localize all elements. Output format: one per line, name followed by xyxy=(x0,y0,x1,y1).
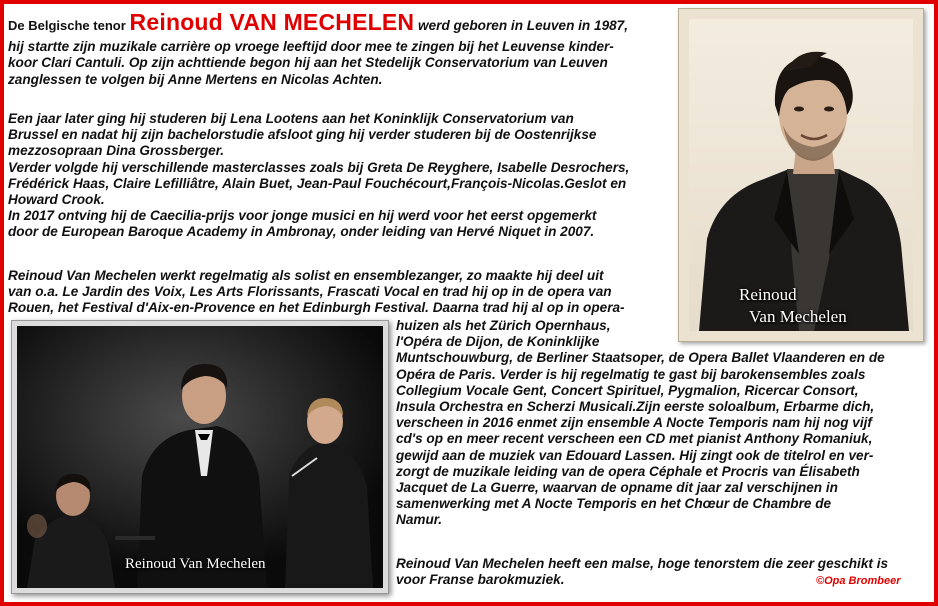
portrait-photo xyxy=(678,8,924,342)
career-line: cd's op en meer recent verscheen een CD met pianist Anthony Romaniuk, xyxy=(396,431,873,447)
studies-line: mezzosopraan Dina Grossberger. xyxy=(8,143,225,159)
stage-photo xyxy=(11,320,389,594)
studies-line: Howard Crook. xyxy=(8,192,105,208)
career-line: huizen als het Zürich Opernhaus, xyxy=(396,318,611,333)
career-line: Opéra de Paris. Verder is hij regelmatig te gast bij barokensembles zoals xyxy=(396,366,866,382)
portrait-caption-line2: Van Mechelen xyxy=(749,307,847,326)
voice-line: voor Franse barokmuziek. xyxy=(396,572,565,588)
stage-photo-caption: Reinoud Van Mechelen xyxy=(125,556,266,572)
studies-line: door de European Baroque Academy in Ambronay, onder leiding van Hervé Niquet in 2007. xyxy=(8,224,595,240)
career-line: l'Opéra de Dijon, de Koninklijke xyxy=(396,334,600,350)
voice-line: Reinoud Van Mechelen heeft een malse, hoge tenorstem die zeer geschikt is xyxy=(396,556,889,571)
career-paragraph-side xyxy=(396,318,932,529)
career-line: van o.a. Le Jardin des Voix, Les Arts Florissants, Frascati Vocal en trad hij op in de opera van xyxy=(8,284,612,300)
studies-line: In 2017 ontving hij de Caecilia-prijs voor jonge musici en hij werd voor het eerst opgemerkt xyxy=(8,208,597,224)
career-paragraph-top xyxy=(8,268,674,317)
studies-line: Een jaar later ging hij studeren bij Lena Lootens aan het Koninklijk Conservatorium van xyxy=(8,111,574,126)
copyright-credit: ©Opa Brombeer xyxy=(816,575,901,587)
intro-line: hij startte zijn muzikale carrière op vroege leeftijd door mee te zingen bij het Leuvense kinder- xyxy=(8,39,614,55)
career-line: Reinoud Van Mechelen werkt regelmatig als solist en ensemblezanger, zo maakte hij deel uit xyxy=(8,268,604,283)
intro-paragraph xyxy=(8,9,674,88)
singer-name: Reinoud VAN MECHELEN xyxy=(129,9,415,35)
career-line: Jacquet de La Guerre, waarvan de opname dit jaar zal verschijnen in xyxy=(396,480,838,496)
career-line: Muntschouwburg, de Berliner Staatsoper, de Opera Ballet Vlaanderen en de xyxy=(396,350,885,366)
intro-lead: De Belgische tenor xyxy=(8,18,126,33)
portrait-caption-line1: Reinoud xyxy=(739,285,797,304)
career-line: Rouen, het Festival d'Aix-en-Provence en het Edinburgh Festival. Daarna trad hij al op in opera- xyxy=(8,300,625,316)
intro-line1-rest: werd geboren in Leuven in 1987, xyxy=(418,18,629,33)
studies-line: Brussel en nadat hij zijn bachelorstudie afsloot ging hij verder studeren bij de Oostenrijkse xyxy=(8,127,597,143)
studies-line: Frédérick Haas, Claire Lefilliâtre, Alain Buet, Jean-Paul Fouchécourt,François-Nicolas.Geslot en xyxy=(8,175,627,191)
studies-paragraph xyxy=(8,111,674,241)
career-line: samenwerking met A Nocte Temporis en het Chœur de Chambre de xyxy=(396,496,832,512)
career-line: Namur. xyxy=(396,512,443,528)
career-line: gewijd aan de muziek van Edouard Lassen. Hij zingt ook de titelrol en ver- xyxy=(396,447,874,463)
studies-line: Verder volgde hij verschillende masterclasses zoals bij Greta De Reyghere, Isabelle Desrochers, xyxy=(8,159,630,175)
career-line: verscheen in 2016 enmet zijn ensemble A Nocte Temporis nam hij nog vijf xyxy=(396,415,872,431)
intro-line: zanglessen te volgen bij Anne Mertens en Nicolas Achten. xyxy=(8,71,383,87)
portrait-caption xyxy=(739,284,847,328)
intro-line: koor Clari Cantuli. Op zijn achttiende begon hij aan het Stedelijk Conservatorium van Leuven xyxy=(8,55,608,71)
career-line: Insula Orchestra en Scherzi Musicali.Zijn eerste soloalbum, Erbarme dich, xyxy=(396,399,875,415)
stage-illustration xyxy=(17,326,383,588)
career-line: Collegium Vocale Gent, Concert Spirituel, Pygmalion, Ricercar Consort, xyxy=(396,382,859,398)
career-line: zorgt de muzikale leiding van de opera Céphale et Procris van Élisabeth xyxy=(396,463,860,479)
